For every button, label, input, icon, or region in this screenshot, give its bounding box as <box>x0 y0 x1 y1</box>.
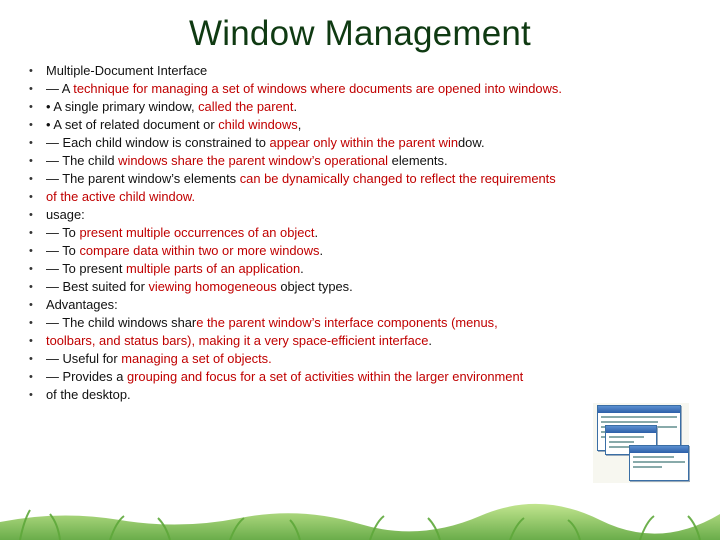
plain-text: elements. <box>388 153 448 168</box>
plain-text: — Useful for <box>46 351 122 366</box>
bullet-marker: • <box>29 227 33 239</box>
plain-text: Multiple-Document Interface <box>46 63 208 78</box>
bullet-text <box>46 134 710 152</box>
bullet-marker: • <box>29 65 33 77</box>
bullet-text <box>46 296 710 314</box>
highlighted-text: appear only within the parent win <box>269 135 459 150</box>
highlighted-text: toolbars, and status bars), making it a very space-efficient interface <box>46 333 429 348</box>
plain-text: — Each child window is constrained to <box>46 135 270 150</box>
bullet-marker: • <box>29 371 33 383</box>
plain-text: • A set of related document or <box>46 117 219 132</box>
bullet-marker: • <box>29 353 33 365</box>
bullet-text <box>46 350 710 368</box>
plain-text: — Provides a <box>46 369 127 384</box>
highlighted-text: compare data within two or more windows <box>79 243 320 258</box>
plain-text: — The child windows shar <box>46 315 197 330</box>
bullet-list <box>10 62 710 404</box>
bullet-item <box>10 206 710 224</box>
bullet-text <box>46 368 710 386</box>
bullet-text <box>46 260 710 278</box>
bullet-text <box>46 278 710 296</box>
plain-text: . <box>314 225 319 240</box>
bullet-item <box>10 368 710 386</box>
highlighted-text: viewing homogeneous <box>148 279 277 294</box>
bullet-item <box>10 224 710 242</box>
bullet-marker: • <box>29 137 33 149</box>
plain-text: — To present <box>46 261 127 276</box>
plain-text: . <box>293 99 298 114</box>
highlighted-text: of the active child window. <box>46 189 196 204</box>
bullet-text <box>46 62 710 80</box>
bullet-text <box>46 242 710 260</box>
bullet-text <box>46 332 710 350</box>
bullet-item <box>10 116 710 134</box>
plain-text: — Best suited for <box>46 279 149 294</box>
bullet-marker: • <box>29 155 33 167</box>
bullet-marker: • <box>29 83 33 95</box>
bullet-text <box>46 206 710 224</box>
bullet-item <box>10 242 710 260</box>
highlighted-text: windows share the parent window’s operational <box>118 153 389 168</box>
bullet-item <box>10 188 710 206</box>
bullet-item <box>10 314 710 332</box>
bullet-marker: • <box>29 209 33 221</box>
bullet-text <box>46 80 710 98</box>
bullet-marker: • <box>29 101 33 113</box>
plain-text: — A <box>46 81 74 96</box>
plain-text: . <box>428 333 432 348</box>
plain-text: . <box>300 261 304 276</box>
plain-text: of the desktop. <box>46 387 131 402</box>
grass-decoration <box>0 480 720 540</box>
bullet-marker: • <box>29 263 33 275</box>
bullet-marker: • <box>29 389 33 401</box>
plain-text: Advantages: <box>46 297 118 312</box>
bullet-text <box>46 314 710 332</box>
plain-text: — The parent window’s elements <box>46 171 240 186</box>
highlighted-text: called the parent <box>198 99 294 114</box>
bullet-item <box>10 278 710 296</box>
bullet-item <box>10 80 710 98</box>
bullet-item <box>10 332 710 350</box>
bullet-item <box>10 170 710 188</box>
plain-text: . <box>319 243 324 258</box>
bullet-marker: • <box>29 299 33 311</box>
bullet-marker: • <box>29 191 33 203</box>
mdi-screenshot-thumbnail-icon <box>593 403 689 483</box>
bullet-text <box>46 152 710 170</box>
bullet-item <box>10 152 710 170</box>
bullet-item <box>10 296 710 314</box>
plain-text: — To <box>46 225 80 240</box>
plain-text: — The child <box>46 153 119 168</box>
plain-text: usage: <box>46 207 85 222</box>
bullet-marker: • <box>29 281 33 293</box>
bullet-item <box>10 350 710 368</box>
highlighted-text: can be dynamically changed to reflect the requirements <box>239 171 556 186</box>
highlighted-text: multiple parts of an application <box>126 261 301 276</box>
highlighted-text: child windows <box>218 117 298 132</box>
bullet-text <box>46 170 710 188</box>
bullet-text <box>46 98 710 116</box>
bullet-text <box>46 386 710 404</box>
highlighted-text: e the parent window’s interface components (menus, <box>196 315 498 330</box>
highlighted-text: present multiple occurrences of an object <box>79 225 315 240</box>
highlighted-text: managing a set of objects. <box>121 351 272 366</box>
bullet-text <box>46 188 710 206</box>
bullet-marker: • <box>29 245 33 257</box>
highlighted-text: technique for managing a set of windows where documents are opened into windows. <box>73 81 562 96</box>
slide-title: Window Management <box>189 14 531 53</box>
bullet-marker: • <box>29 335 33 347</box>
plain-text: object types. <box>276 279 353 294</box>
bullet-text <box>46 224 710 242</box>
plain-text: dow. <box>458 135 485 150</box>
bullet-marker: • <box>29 317 33 329</box>
bullet-marker: • <box>29 173 33 185</box>
bullet-item <box>10 386 710 404</box>
bullet-item <box>10 134 710 152</box>
plain-text: • A single primary window, <box>46 99 199 114</box>
bullet-item <box>10 62 710 80</box>
plain-text: — To <box>46 243 80 258</box>
bullet-item <box>10 98 710 116</box>
plain-text: , <box>297 117 302 132</box>
bullet-text <box>46 116 710 134</box>
bullet-item <box>10 260 710 278</box>
bullet-marker: • <box>29 119 33 131</box>
highlighted-text: grouping and focus for a set of activities within the larger environment <box>126 369 524 384</box>
